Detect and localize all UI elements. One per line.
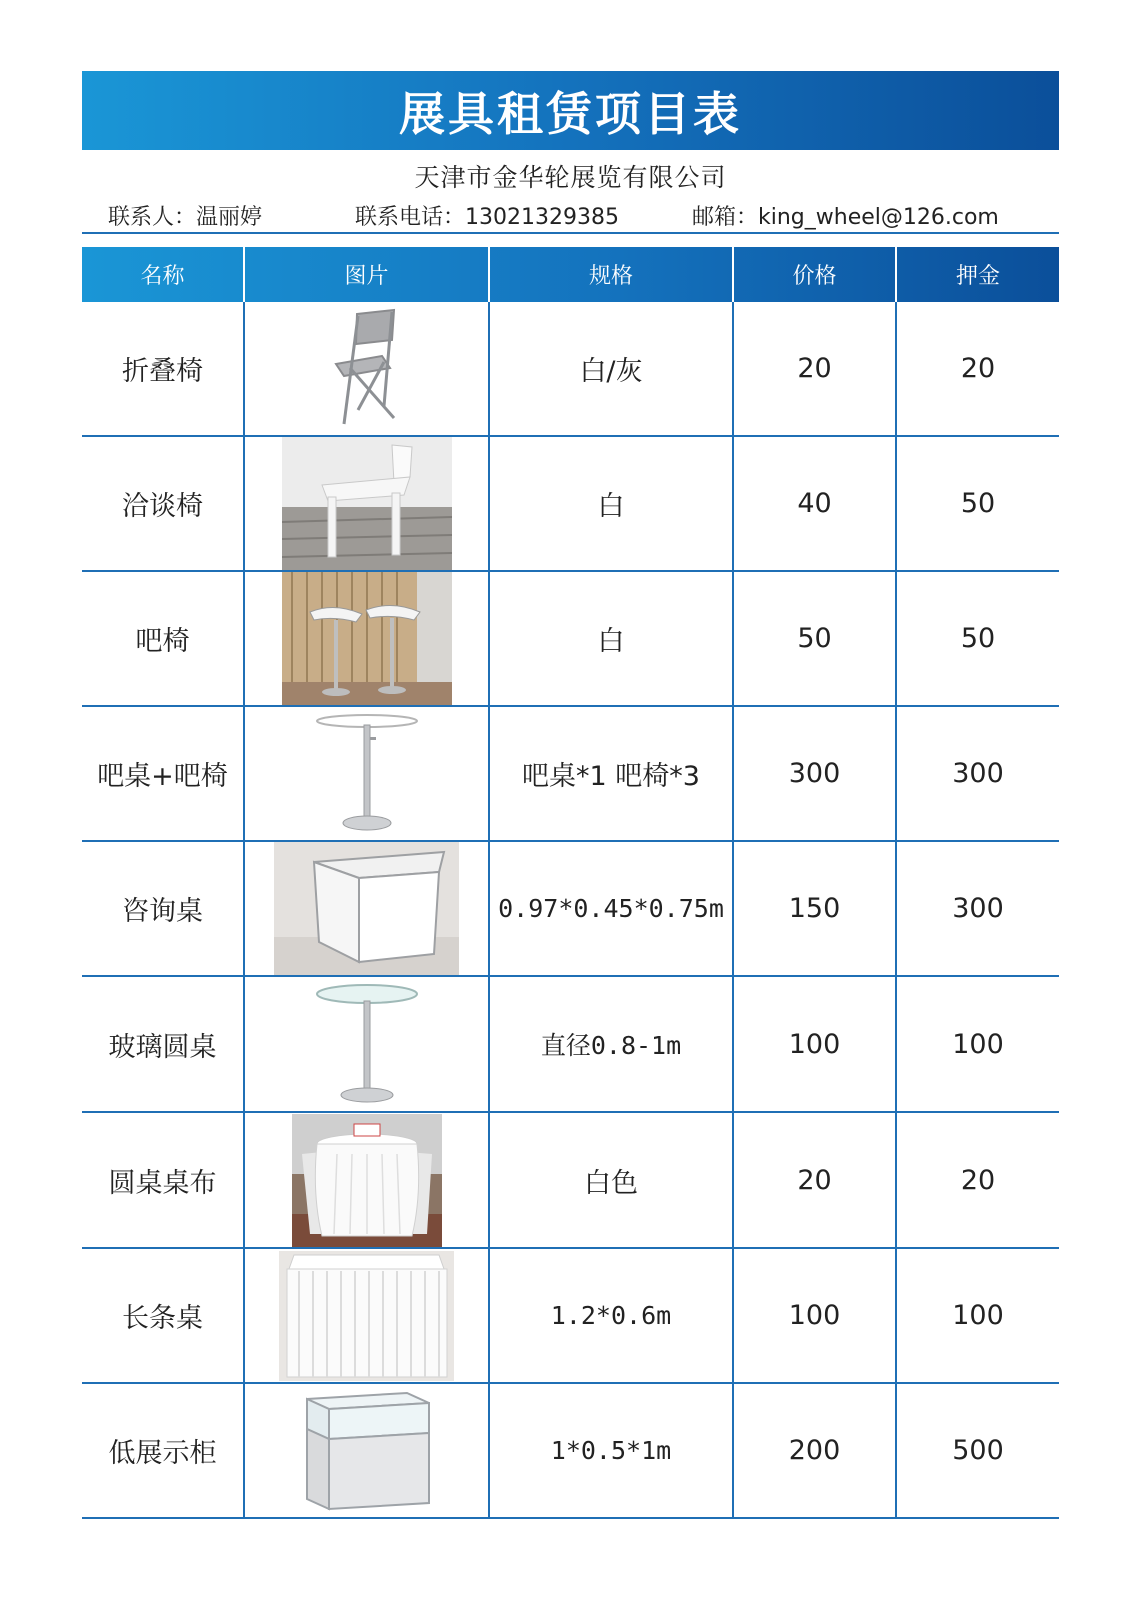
item-price: 40 — [734, 437, 897, 570]
table-row — [82, 707, 1059, 842]
title-banner — [82, 71, 1059, 150]
item-image-cell — [245, 437, 490, 570]
glass-round-table-image — [312, 979, 422, 1109]
table-row — [82, 302, 1059, 437]
contact-email: 邮箱：king_wheel@126.com — [692, 205, 999, 230]
item-image-cell — [245, 1384, 490, 1517]
table-row — [82, 842, 1059, 977]
item-spec: 白 — [490, 437, 734, 570]
company-name: 天津市金华轮展览有限公司 — [414, 163, 727, 192]
item-image-cell — [245, 707, 490, 840]
item-image-cell — [245, 977, 490, 1111]
column-header-name: 名称 — [82, 247, 245, 302]
bar-table-image — [312, 709, 422, 839]
item-deposit: 20 — [960, 353, 996, 384]
item-name: 洽谈椅 — [82, 437, 245, 570]
column-header-deposit: 押金 — [955, 264, 1000, 289]
info-desk-image — [274, 842, 459, 975]
item-deposit: 50 — [960, 488, 996, 519]
table-row — [82, 1113, 1059, 1249]
item-price: 20 — [734, 302, 897, 435]
negotiation-chair-image — [282, 437, 452, 570]
item-deposit: 300 — [952, 893, 1004, 924]
low-showcase-image — [297, 1387, 437, 1515]
item-spec: 0.97*0.45*0.75m — [490, 842, 734, 975]
item-name: 咨询桌 — [82, 842, 245, 975]
item-name: 低展示柜 — [82, 1384, 245, 1517]
rental-table — [82, 302, 1059, 1519]
item-name: 玻璃圆桌 — [82, 977, 245, 1111]
item-image-cell — [245, 1113, 490, 1247]
table-row — [82, 1249, 1059, 1384]
page-title: 展具租赁项目表 — [399, 86, 742, 141]
contact-phone: 联系电话：13021329385 — [355, 205, 619, 230]
item-deposit: 100 — [952, 1028, 1004, 1060]
item-deposit: 100 — [952, 1300, 1004, 1331]
item-price: 150 — [734, 842, 897, 975]
item-price: 100 — [734, 977, 897, 1111]
table-row — [82, 977, 1059, 1113]
table-row — [82, 572, 1059, 707]
round-tablecloth-image — [292, 1114, 442, 1247]
item-image-cell — [245, 1249, 490, 1382]
table-row — [82, 437, 1059, 572]
item-image-cell — [245, 842, 490, 975]
item-name: 吧桌+吧椅 — [82, 707, 245, 840]
item-deposit: 500 — [952, 1435, 1004, 1466]
column-header-price: 价格 — [734, 247, 897, 302]
item-deposit: 300 — [952, 758, 1004, 789]
item-spec: 1.2*0.6m — [490, 1249, 734, 1382]
item-name: 折叠椅 — [82, 302, 245, 435]
item-price: 20 — [734, 1113, 897, 1247]
item-name: 圆桌桌布 — [82, 1113, 245, 1247]
contact-divider — [82, 232, 1059, 234]
item-spec: 白色 — [490, 1113, 734, 1247]
item-deposit: 50 — [960, 623, 996, 654]
item-price: 100 — [734, 1249, 897, 1382]
item-image-cell — [245, 302, 490, 435]
column-header-image: 图片 — [245, 247, 490, 302]
item-deposit: 20 — [960, 1164, 996, 1196]
item-price: 300 — [734, 707, 897, 840]
item-spec: 直径0.8-1m — [490, 977, 734, 1111]
folding-chair-image — [322, 306, 412, 431]
bar-chair-image — [282, 572, 452, 705]
item-image-cell — [245, 572, 490, 705]
contact-person: 联系人：温丽婷 — [108, 205, 263, 230]
item-spec: 白 — [490, 572, 734, 705]
long-table-image — [279, 1251, 454, 1381]
item-price: 200 — [734, 1384, 897, 1517]
item-spec: 1*0.5*1m — [490, 1384, 734, 1517]
item-name: 长条桌 — [82, 1249, 245, 1382]
item-spec: 白/灰 — [490, 302, 734, 435]
item-name: 吧椅 — [82, 572, 245, 705]
item-price: 50 — [734, 572, 897, 705]
table-header — [82, 247, 1059, 302]
column-header-spec: 规格 — [490, 247, 734, 302]
table-row — [82, 1384, 1059, 1519]
item-spec: 吧桌*1 吧椅*3 — [490, 707, 734, 840]
